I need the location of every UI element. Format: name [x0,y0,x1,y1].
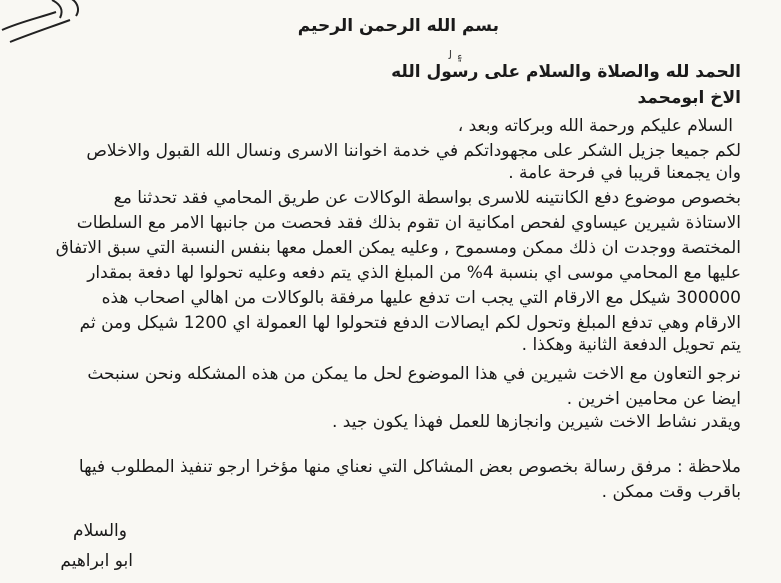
closing-line: والسلام [73,521,127,541]
note-line-2: باقرب وقت ممكن . [601,482,741,502]
cooperation-line-1: نرجو التعاون مع الاخت شيرين في هذا الموضوع لحل ما يمكن من هذه المشكله ونحن سنبحث [87,364,741,384]
greeting-line: السلام عليكم ورحمة الله وبركاته وبعد ، [457,116,733,136]
note-line-1: ملاحظة : مرفق رسالة بخصوص بعض المشاكل التي نعناي منها مؤخرا ارجو تنفيذ المطلوب فيها [78,457,741,477]
body-line: بخصوص موضوع دفع الكانتينه للاسرى بواسطة الوكالات عن طريق المحامي فقد تحدثنا مع [113,188,741,208]
cooperation-line-3: ويقدر نشاط الاخت شيرين وانجازها للعمل فهذا يكون جيد . [332,412,741,432]
thanks-line-1: لكم جميعا جزيل الشكر على مجهوداتكم في خدمة اخواننا الاسرى ونسال الله القبول والاخلاص [86,141,741,161]
body-line: عليها مع المحامي موسى اي بنسبة 4% من المبلغ الذي يتم دفعه وعليه تحولوا لها دفعة بمقدار [87,263,741,283]
body-line: المختصة ووجدت ان ذلك ممكن ومسموح , وعليه يمكن العمل معها بنفس النسبة التي سبق الاتفاق [55,238,741,258]
body-line: يتم تحويل الدفعة الثانية وهكذا . [521,335,741,355]
praise-line: الحمد لله والصلاة والسلام على رسول الله [391,62,741,82]
body-line: 300000 شيكل مع الارقام التي يجب ات تدفع عليها مرفقة بالوكالات من اهالي اصحاب هذه [101,288,741,308]
handwritten-mark [0,0,100,50]
signature-line: ابو ابراهيم [60,551,133,571]
addressee-line: الاخ ابومحمد [637,88,741,108]
cooperation-line-2: ايضا عن محامين اخرين . [566,389,741,409]
thanks-line-2: وان يجمعنا قريبا في فرحة عامة . [508,163,741,183]
basmala-heading: بسم الله الرحمن الرحيم [297,16,499,36]
small-mark: ۽ ﻟ [448,48,463,62]
body-line: الاستاذة شيرين عيساوي لفحص امكانية ان تقوم بذلك فقد فحصت من جانبها الامر مع السلطات [76,213,741,233]
body-line: الارقام وهي تدفع المبلغ وتحول لكم ايصالات الدفع فتحولوا لها العمولة اي 1200 شيكل ومن ثم [79,313,741,333]
